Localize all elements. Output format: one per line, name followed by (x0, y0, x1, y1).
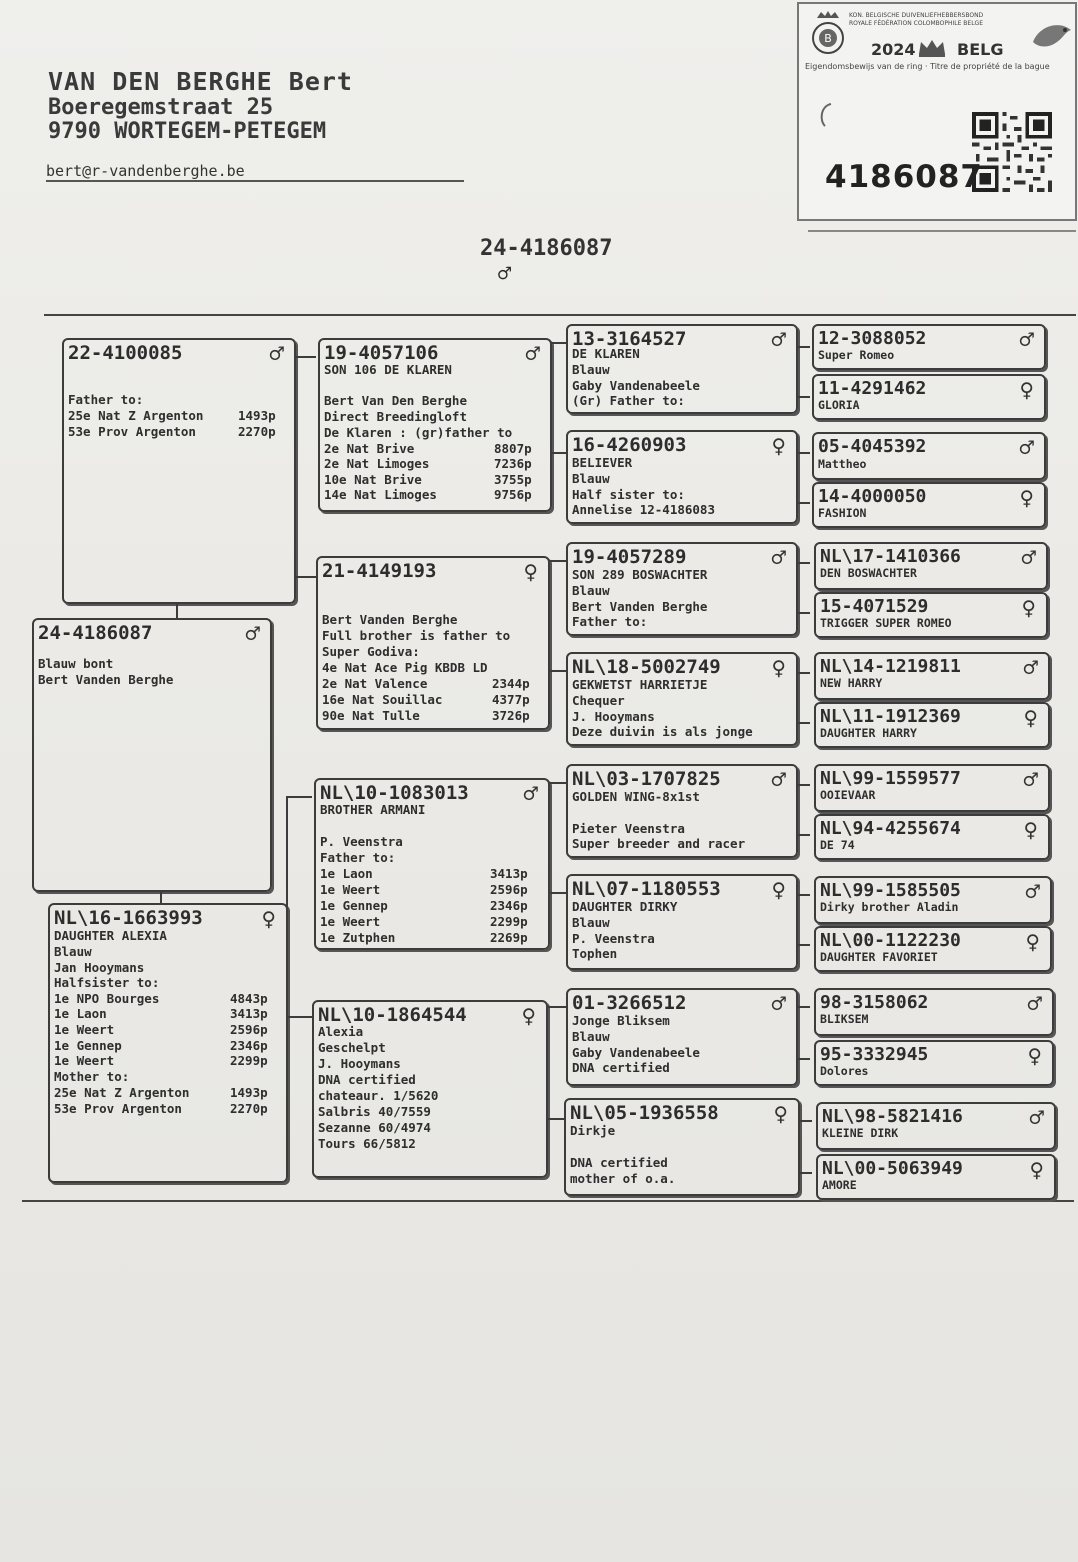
connector (548, 560, 566, 562)
grandparent-value: 3755p (494, 472, 532, 487)
great-grandparent-ring: 01-3266512 (572, 992, 687, 1014)
connector (796, 396, 810, 398)
grandparent-line: Full brother is father to (322, 628, 511, 643)
connector (798, 1120, 812, 1122)
great-grandparent-line: J. Hooymans (572, 709, 655, 724)
ring-year: 2024 (871, 40, 916, 59)
gg-grandparent-name: BLIKSEM (820, 1012, 869, 1026)
great-grandparent-line: DNA certified (572, 1060, 670, 1075)
gg-grandparent-ring: 14-4000050 (818, 486, 927, 507)
connector (550, 452, 566, 454)
main-bird-ring: 24-4186087 (38, 622, 153, 644)
gg-grandparent-name: Mattheo (818, 457, 867, 471)
grandparent-line: Direct Breedingloft (324, 409, 467, 424)
great-grandparent-line: Blauw (572, 471, 610, 486)
gg-grandparent-card[interactable] (814, 652, 1050, 700)
connector (548, 892, 566, 894)
great-grandparent-line: Chequer (572, 693, 625, 708)
connector (548, 782, 566, 784)
dam-line: Mother to: (54, 1069, 130, 1084)
connector (796, 452, 798, 504)
great-grandparent-ring: NL\07-1180553 (572, 878, 721, 900)
dam-line: 1e Laon (54, 1006, 107, 1021)
male-symbol-icon: ♂ (1019, 326, 1034, 354)
grandparent-value: 9756p (494, 487, 532, 502)
great-grandparent-ring: 13-3164527 (572, 328, 687, 350)
dam-line: Blauw (54, 944, 92, 959)
male-symbol-icon: ♂ (1019, 434, 1034, 462)
gg-grandparent-card[interactable] (812, 374, 1046, 420)
gg-grandparent-card[interactable] (814, 876, 1052, 924)
male-symbol-icon: ♂ (771, 990, 786, 1018)
grandparent-card[interactable] (312, 1000, 548, 1178)
gg-grandparent-name: TRIGGER SUPER ROMEO (820, 616, 952, 630)
dam-value: 2346p (230, 1038, 268, 1053)
gg-grandparent-card[interactable] (814, 592, 1048, 638)
connector (798, 1172, 812, 1174)
great-grandparent-card[interactable] (566, 324, 798, 414)
female-symbol-icon: ♀ (771, 876, 786, 904)
dam-line: 1e Weert (54, 1053, 115, 1068)
great-grandparent-line: DAUGHTER DIRKY (572, 899, 678, 914)
gg-grandparent-ring: NL\99-1585505 (820, 880, 961, 901)
sire-line: 53e Prov Argenton (68, 424, 196, 439)
connector (796, 1058, 810, 1060)
gg-grandparent-name: DAUGHTER FAVORIET (820, 950, 938, 964)
male-symbol-icon: ♂ (771, 766, 786, 794)
great-grandparent-line: Pieter Veenstra (572, 821, 685, 836)
grandparent-value: 3413p (490, 866, 528, 881)
dam-value: 2270p (230, 1101, 268, 1116)
pigeon-logo-icon (1029, 16, 1075, 56)
great-grandparent-line: SON 289 BOSWACHTER (572, 567, 708, 582)
owner-block (48, 68, 353, 144)
connector (796, 894, 810, 896)
great-grandparent-line: Blauw (572, 1029, 610, 1044)
gg-grandparent-name: DEN BOSWACHTER (820, 566, 917, 580)
male-symbol-icon: ♂ (1025, 878, 1040, 906)
dam-line: 25e Nat Z Argenton (54, 1085, 190, 1100)
connector (286, 1016, 312, 1018)
male-symbol-icon: ♂ (1023, 766, 1038, 794)
grandparent-value: 2269p (490, 930, 528, 945)
great-grandparent-ring: 19-4057289 (572, 546, 687, 568)
grandparent-value: 2346p (490, 898, 528, 913)
great-grandparent-line: (Gr) Father to: (572, 393, 685, 408)
male-symbol-icon: ♂ (1027, 990, 1042, 1018)
grandparent-line: De Klaren : (gr)father to (324, 425, 513, 440)
dam-card[interactable] (48, 903, 288, 1183)
female-symbol-icon: ♀ (523, 558, 538, 586)
gg-grandparent-name: DAUGHTER HARRY (820, 726, 917, 740)
federation-name (849, 12, 983, 28)
great-grandparent-card[interactable] (566, 542, 798, 636)
male-symbol-icon: ♂ (771, 326, 786, 354)
dam-line: 1e Weert (54, 1022, 115, 1037)
great-grandparent-card[interactable] (566, 430, 798, 524)
connector (796, 944, 810, 946)
grandparent-value: 2299p (490, 914, 528, 929)
connector (294, 576, 316, 578)
connector (286, 796, 312, 798)
connector (796, 502, 810, 504)
connector (798, 1120, 800, 1174)
grandparent-line: 2e Nat Limoges (324, 456, 430, 471)
dam-value: 3413p (230, 1006, 268, 1021)
card-edge-line (808, 230, 1076, 232)
main-bird-card[interactable] (32, 618, 272, 892)
bottom-divider (22, 1200, 1074, 1202)
dam-value: 1493p (230, 1085, 268, 1100)
svg-text:B: B (824, 32, 832, 45)
female-symbol-icon: ♀ (1029, 1156, 1044, 1184)
grandparent-line: 90e Nat Tulle (322, 708, 420, 723)
grandparent-line: 2e Nat Valence (322, 676, 428, 691)
connector (796, 834, 810, 836)
great-grandparent-ring: NL\05-1936558 (570, 1102, 719, 1124)
dam-value: 2299p (230, 1053, 268, 1068)
grandparent-line: J. Hooymans (318, 1056, 401, 1071)
great-grandparent-line: DNA certified (570, 1155, 668, 1170)
grandparent-value: 8807p (494, 441, 532, 456)
connector (294, 356, 316, 358)
gg-grandparent-card[interactable] (816, 1102, 1056, 1150)
gg-grandparent-name: FASHION (818, 506, 867, 520)
grandparent-line: Bert Van Den Berghe (324, 393, 467, 408)
grandparent-line: Super Godiva: (322, 644, 420, 659)
great-grandparent-line: Annelise 12-4186083 (572, 502, 715, 517)
grandparent-line: 16e Nat Souillac (322, 692, 443, 707)
grandparent-ring: 21-4149193 (322, 560, 437, 582)
grandparent-line: 10e Nat Brive (324, 472, 422, 487)
grandparent-line: 14e Nat Limoges (324, 487, 437, 502)
gg-grandparent-ring: 11-4291462 (818, 378, 927, 399)
subject-ring: 24-4186087 (480, 236, 613, 261)
great-grandparent-line: Blauw (572, 362, 610, 377)
female-symbol-icon: ♀ (261, 905, 276, 933)
owner-street: Boeregemstraat 25 (48, 95, 274, 120)
curl-mark-icon (817, 100, 837, 130)
grandparent-card[interactable] (316, 556, 550, 730)
email-underline (46, 180, 464, 182)
great-grandparent-line: Blauw (572, 915, 610, 930)
sire-ring: 22-4100085 (68, 342, 183, 364)
connector (796, 1006, 798, 1060)
dam-line: DAUGHTER ALEXIA (54, 928, 167, 943)
crown-icon (917, 38, 947, 58)
gg-grandparent-card[interactable] (814, 1040, 1054, 1086)
great-grandparent-line: Father to: (572, 614, 648, 629)
grandparent-value: 7236p (494, 456, 532, 471)
owner-name: VAN DEN BERGHE Bert (48, 67, 353, 96)
sire-value: 1493p (238, 408, 276, 423)
connector (796, 784, 798, 836)
male-symbol-icon: ♂ (1029, 1104, 1044, 1132)
gg-grandparent-ring: NL\00-5063949 (822, 1158, 963, 1179)
grandparent-line: P. Veenstra (320, 834, 403, 849)
grandparent-line: BROTHER ARMANI (320, 802, 426, 817)
great-grandparent-line: BELIEVER (572, 455, 633, 470)
connector (546, 1006, 566, 1008)
connector (548, 782, 550, 892)
connector (796, 562, 810, 564)
grandparent-line: 1e Laon (320, 866, 373, 881)
gg-grandparent-card[interactable] (816, 1154, 1056, 1200)
federation-crest-icon (809, 10, 847, 56)
grandparent-value: 3726p (492, 708, 530, 723)
great-grandparent-line: Bert Vanden Berghe (572, 599, 708, 614)
dam-value: 2596p (230, 1022, 268, 1037)
gg-grandparent-card[interactable] (814, 926, 1052, 972)
great-grandparent-line: mother of o.a. (570, 1171, 676, 1186)
great-grandparent-line: Super breeder and racer (572, 836, 746, 851)
grandparent-ring: NL\10-1083013 (320, 782, 469, 804)
gg-grandparent-ring: NL\14-1219811 (820, 656, 961, 677)
grandparent-line: Father to: (320, 850, 396, 865)
connector (546, 1006, 548, 1118)
gg-grandparent-name: OOIEVAAR (820, 788, 876, 802)
great-grandparent-line: Dirkje (570, 1123, 616, 1138)
male-symbol-icon: ♂ (525, 340, 540, 368)
connector (796, 894, 798, 946)
male-symbol-icon: ♂ (771, 544, 786, 572)
grandparent-line: 1e Weert (320, 914, 381, 929)
dam-line: 53e Prov Argenton (54, 1101, 182, 1116)
grandparent-value: 2344p (492, 676, 530, 691)
great-grandparent-ring: NL\18-5002749 (572, 656, 721, 678)
gg-grandparent-card[interactable] (812, 482, 1046, 528)
male-symbol-icon: ♂ (269, 340, 284, 368)
great-grandparent-ring: 16-4260903 (572, 434, 687, 456)
grandparent-line: Geschelpt (318, 1040, 386, 1055)
great-grandparent-line: Gaby Vandenabeele (572, 378, 700, 393)
dam-line: Jan Hooymans (54, 960, 145, 975)
great-grandparent-line: GOLDEN WING-8x1st (572, 789, 700, 804)
gg-grandparent-ring: 98-3158062 (820, 992, 929, 1013)
connector (550, 342, 566, 344)
connector (286, 796, 288, 1016)
male-symbol-icon: ♂ (245, 620, 260, 648)
gg-grandparent-ring: NL\98-5821416 (822, 1106, 963, 1127)
great-grandparent-line: P. Veenstra (572, 931, 655, 946)
female-symbol-icon: ♀ (773, 1100, 788, 1128)
gg-grandparent-card[interactable] (812, 432, 1046, 480)
gg-grandparent-name: Super Romeo (818, 348, 895, 362)
ownership-text: Eigendomsbewijs van de ring · Titre de propriété de la bague (805, 62, 1050, 71)
connector (176, 602, 178, 618)
sire-card[interactable] (62, 338, 296, 604)
connector (796, 452, 810, 454)
grandparent-ring: NL\10-1864544 (318, 1004, 467, 1026)
sire-line: 25e Nat Z Argenton (68, 408, 204, 423)
female-symbol-icon: ♀ (1019, 376, 1034, 404)
grandparent-line: Salbris 40/7559 (318, 1104, 431, 1119)
grandparent-line: 1e Zutphen (320, 930, 396, 945)
ring-ownership-card (797, 2, 1077, 221)
top-divider (44, 314, 1076, 316)
connector (546, 1118, 566, 1120)
grandparent-line: 4e Nat Ace Pig KBDB LD (322, 660, 488, 675)
gg-grandparent-card[interactable] (812, 324, 1046, 370)
female-symbol-icon: ♀ (521, 1002, 536, 1030)
female-symbol-icon: ♀ (1021, 594, 1036, 622)
connector (796, 346, 798, 398)
grandparent-card[interactable] (318, 338, 552, 512)
gg-grandparent-ring: NL\11-1912369 (820, 706, 961, 727)
sire-line: Father to: (68, 392, 144, 407)
main-bird-color: Blauw bont (38, 656, 114, 671)
grandparent-line: Sezanne 60/4974 (318, 1120, 431, 1135)
gg-grandparent-ring: NL\99-1559577 (820, 768, 961, 789)
connector (796, 672, 810, 674)
great-grandparent-card[interactable] (566, 988, 798, 1086)
great-grandparent-line: DE KLAREN (572, 346, 640, 361)
gg-grandparent-ring: 95-3332945 (820, 1044, 929, 1065)
male-symbol-icon: ♂ (523, 780, 538, 808)
grandparent-line: 2e Nat Brive (324, 441, 415, 456)
great-grandparent-line: Tophen (572, 946, 618, 961)
great-grandparent-card[interactable] (566, 764, 798, 858)
grandparent-line: SON 106 DE KLAREN (324, 362, 452, 377)
sire-value: 2270p (238, 424, 276, 439)
grandparent-ring: 19-4057106 (324, 342, 439, 364)
great-grandparent-line: GEKWETST HARRIETJE (572, 677, 708, 692)
dam-line: 1e NPO Bourges (54, 991, 160, 1006)
female-symbol-icon: ♀ (1023, 704, 1038, 732)
great-grandparent-line: Deze duivin is als jonge (572, 724, 753, 739)
female-symbol-icon: ♀ (1019, 484, 1034, 512)
gg-grandparent-card[interactable] (814, 764, 1050, 812)
great-grandparent-line: Jonge Bliksem (572, 1013, 670, 1028)
dam-value: 4843p (230, 991, 268, 1006)
male-symbol-icon: ♂ (498, 262, 512, 287)
female-symbol-icon: ♀ (771, 654, 786, 682)
grandparent-line: Bert Vanden Berghe (322, 612, 458, 627)
connector (550, 342, 552, 452)
gg-grandparent-name: GLORIA (818, 398, 860, 412)
dam-ring: NL\16-1663993 (54, 907, 203, 929)
connector (548, 670, 566, 672)
female-symbol-icon: ♀ (1025, 928, 1040, 956)
grandparent-value: 2596p (490, 882, 528, 897)
federation-line-2: ROYALE FÉDÉRATION COLOMBOPHILE BELGE (849, 20, 983, 27)
grandparent-line: chateaur. 1/5620 (318, 1088, 439, 1103)
owner-email: bert@r-vandenberghe.be (46, 162, 245, 180)
great-grandparent-card[interactable] (564, 1098, 800, 1196)
connector (796, 1006, 810, 1008)
gg-grandparent-name: Dolores (820, 1064, 869, 1078)
great-grandparent-ring: NL\03-1707825 (572, 768, 721, 790)
great-grandparent-card[interactable] (566, 652, 798, 746)
connector (796, 346, 810, 348)
ring-country: BELG (957, 40, 1004, 59)
connector (294, 356, 296, 576)
gg-grandparent-ring: 15-4071529 (820, 596, 929, 617)
main-bird-breeder: Bert Vanden Berghe (38, 672, 174, 687)
connector (796, 612, 810, 614)
gg-grandparent-ring: NL\00-1122230 (820, 930, 961, 951)
grandparent-card[interactable] (314, 778, 550, 950)
owner-city: 9790 WORTEGEM-PETEGEM (48, 119, 327, 144)
ring-number: 4186087 (825, 159, 983, 195)
grandparent-line: Tours 66/5812 (318, 1136, 416, 1151)
great-grandparent-card[interactable] (566, 874, 798, 970)
dam-line: Halfsister to: (54, 975, 160, 990)
qr-code-icon (971, 112, 1053, 192)
gg-grandparent-name: NEW HARRY (820, 676, 883, 690)
connector (548, 560, 550, 670)
connector (796, 672, 798, 724)
female-symbol-icon: ♀ (1027, 1042, 1042, 1070)
gg-grandparent-ring: NL\17-1410366 (820, 546, 961, 567)
grandparent-value: 4377p (492, 692, 530, 707)
great-grandparent-line: Half sister to: (572, 487, 685, 502)
gg-grandparent-card[interactable] (814, 702, 1050, 748)
gg-grandparent-name: DE 74 (820, 838, 855, 852)
gg-grandparent-ring: NL\94-4255674 (820, 818, 961, 839)
connector (160, 890, 162, 904)
gg-grandparent-card[interactable] (814, 814, 1050, 860)
connector (796, 562, 798, 614)
gg-grandparent-ring: 12-3088052 (818, 328, 927, 349)
gg-grandparent-card[interactable] (814, 988, 1054, 1036)
gg-grandparent-name: AMORE (822, 1178, 857, 1192)
grandparent-line: 1e Weert (320, 882, 381, 897)
federation-line-1: KON. BELGISCHE DUIVENLIEFHEBBERSBOND (849, 12, 984, 19)
grandparent-line: DNA certified (318, 1072, 416, 1087)
gg-grandparent-card[interactable] (814, 542, 1048, 590)
great-grandparent-line: Gaby Vandenabeele (572, 1045, 700, 1060)
connector (796, 722, 810, 724)
gg-grandparent-name: Dirky brother Aladin (820, 900, 959, 914)
dam-line: 1e Gennep (54, 1038, 122, 1053)
gg-grandparent-ring: 05-4045392 (818, 436, 927, 457)
female-symbol-icon: ♀ (1023, 816, 1038, 844)
male-symbol-icon: ♂ (1021, 544, 1036, 572)
female-symbol-icon: ♀ (771, 432, 786, 460)
connector (796, 784, 810, 786)
grandparent-line: 1e Gennep (320, 898, 388, 913)
great-grandparent-line: Blauw (572, 583, 610, 598)
gg-grandparent-name: KLEINE DIRK (822, 1126, 899, 1140)
grandparent-line: Alexia (318, 1024, 364, 1039)
male-symbol-icon: ♂ (1023, 654, 1038, 682)
